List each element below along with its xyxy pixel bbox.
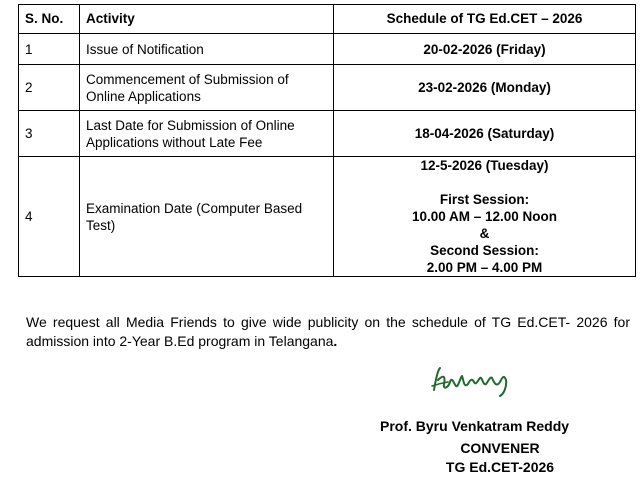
header-sno: S. No. [19, 5, 80, 34]
header-activity: Activity [80, 5, 334, 34]
row-schedule-exam [334, 157, 636, 277]
signatory-organisation: TG Ed.CET-2026 [445, 459, 555, 475]
schedule-table [18, 4, 636, 277]
row-sno: 1 [19, 34, 80, 65]
row-sno: 4 [19, 157, 80, 277]
table-row [19, 34, 636, 65]
signatory-name: Prof. Byru Venkatram Reddy [380, 418, 570, 434]
row-activity: Examination Date (Computer Based Test) [80, 157, 334, 277]
note-text: We request all Media Friends to give wide publicity on the schedule of TG Ed.CET- 2026 for admission into 2-Year B.Ed program in Telangana [26, 314, 630, 349]
table-row [19, 65, 636, 111]
row-activity: Commencement of Submission of Online Applications [80, 65, 334, 111]
header-schedule: Schedule of TG Ed.CET – 2026 [334, 5, 636, 34]
signatory-block [380, 417, 620, 477]
note-end: . [333, 333, 338, 349]
second-session-time: 2.00 PM – 4.00 PM [426, 260, 543, 275]
row-sno: 3 [19, 111, 80, 157]
table-header-row [19, 5, 636, 34]
row-sno: 2 [19, 65, 80, 111]
row-schedule: 20-02-2026 (Friday) [334, 34, 636, 65]
row-schedule: 18-04-2026 (Saturday) [334, 111, 636, 157]
spacer [340, 174, 629, 191]
first-session-time: 10.00 AM – 12.00 Noon [411, 209, 558, 224]
first-session-label: First Session: [439, 192, 530, 207]
signature-image [428, 360, 528, 400]
table-row [19, 157, 636, 277]
table-row [19, 111, 636, 157]
row-schedule: 23-02-2026 (Monday) [334, 65, 636, 111]
exam-date: 12-5-2026 (Tuesday) [420, 158, 549, 173]
session-separator: & [479, 226, 490, 241]
row-activity: Issue of Notification [80, 34, 334, 65]
row-activity: Last Date for Submission of Online Applications without Late Fee [80, 111, 334, 157]
signatory-designation: CONVENER [460, 440, 540, 456]
publicity-note [26, 313, 630, 351]
second-session-label: Second Session: [430, 243, 539, 258]
